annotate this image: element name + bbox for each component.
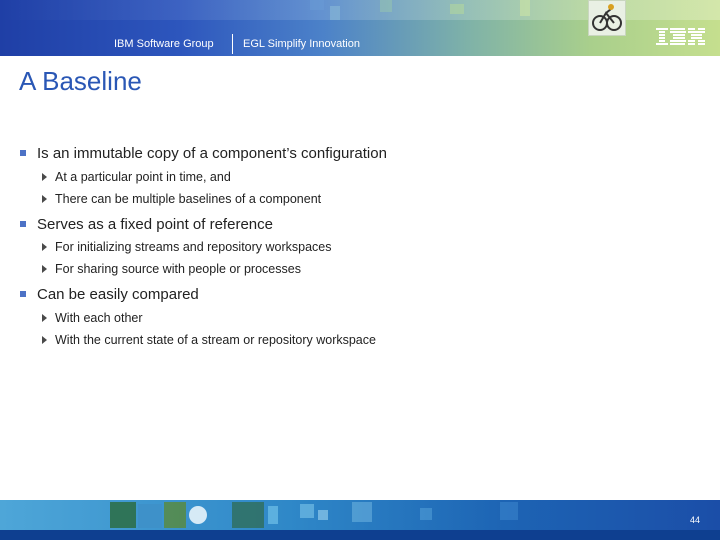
sub-bullet-text: With the current state of a stream or repository workspace — [55, 333, 376, 347]
square-bullet-icon — [20, 221, 26, 227]
bullet-text: Serves as a fixed point of reference — [37, 216, 273, 233]
arrow-bullet-icon — [42, 173, 47, 181]
sub-bullet-text: For initializing streams and repository workspaces — [55, 240, 332, 254]
sub-bullet-text: At a particular point in time, and — [55, 170, 231, 184]
header-divider — [232, 34, 233, 54]
arrow-bullet-icon — [42, 195, 47, 203]
bullet-text: Can be easily compared — [37, 286, 199, 303]
footer-mosaic — [0, 500, 720, 530]
header-group-name: IBM Software Group — [114, 38, 214, 50]
ibm-logo-icon — [656, 26, 706, 48]
sub-bullet-text: There can be multiple baselines of a component — [55, 192, 322, 206]
slide-footer — [0, 500, 720, 530]
sub-bullet-text: For sharing source with people or processes — [55, 262, 301, 276]
bullet-text: Is an immutable copy of a component’s configuration — [37, 145, 387, 162]
arrow-bullet-icon — [42, 265, 47, 273]
arrow-bullet-icon — [42, 336, 47, 344]
arrow-bullet-icon — [42, 314, 47, 322]
cyclist-icon — [588, 0, 626, 36]
footer-bottom-bar — [0, 530, 720, 540]
page-number: 44 — [690, 515, 701, 525]
arrow-bullet-icon — [42, 243, 47, 251]
header-product-name: EGL Simplify Innovation — [243, 38, 360, 50]
square-bullet-icon — [20, 150, 26, 156]
square-bullet-icon — [20, 291, 26, 297]
sub-bullet-text: With each other — [55, 311, 143, 325]
slide-title: A Baseline — [19, 66, 142, 96]
